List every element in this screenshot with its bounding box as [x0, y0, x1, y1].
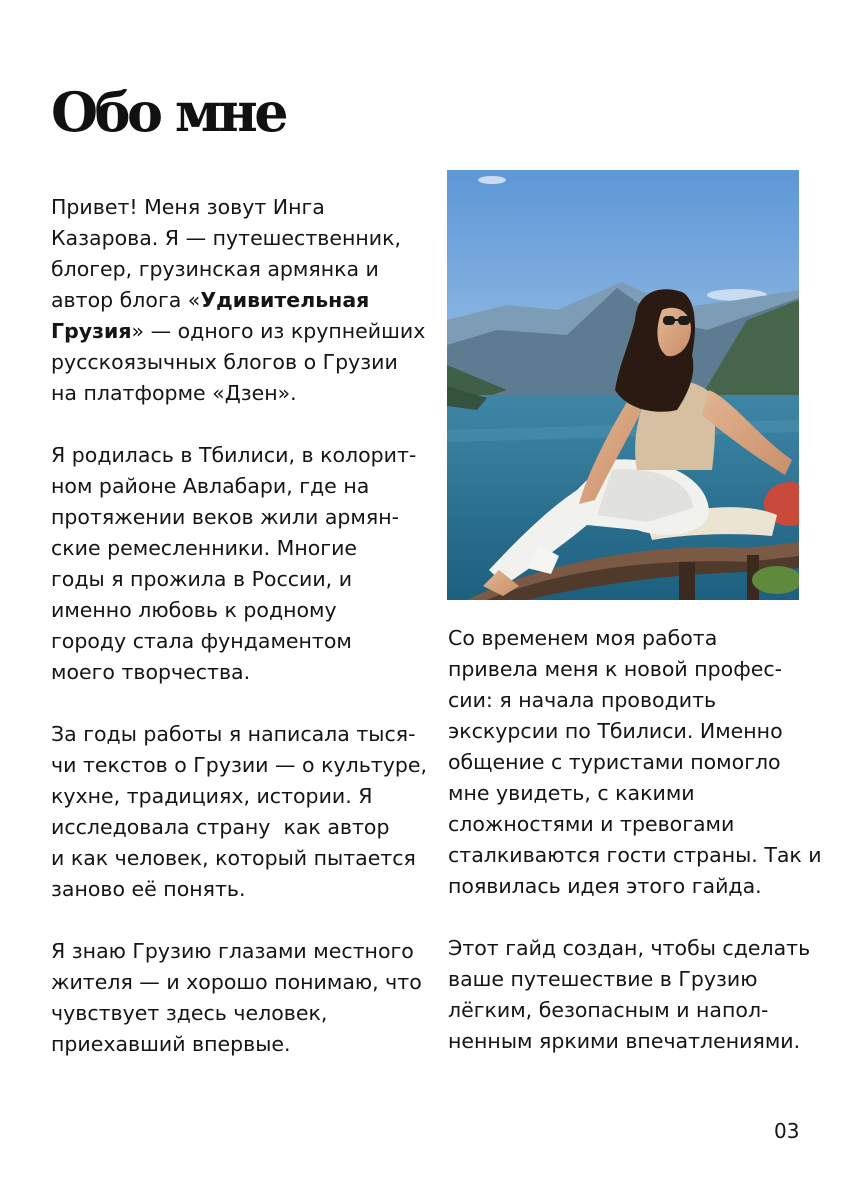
text-line: Я знаю Грузию глазами местного [51, 939, 414, 963]
text-line: жителя — и хорошо понимаю, что [51, 970, 422, 994]
profession-paragraph [448, 623, 822, 902]
guide-purpose-paragraph [448, 933, 818, 1057]
text-line: кухне, традициях, истории. Я [51, 784, 373, 808]
text-line: мне увидеть, с какими [448, 781, 695, 805]
text-line: Казарова. Я — путешественник, [51, 226, 401, 250]
text-line: привела меня к новой профес- [448, 657, 783, 681]
text-line [51, 812, 421, 843]
text-line: и как человек, который пытается [51, 846, 416, 870]
text-line: Со временем моя работа [448, 626, 718, 650]
local-view-paragraph [51, 936, 421, 1060]
text-fragment: » — одного из крупнейших [131, 319, 426, 343]
text-line: ские ремесленники. Многие [51, 536, 357, 560]
text-line [51, 285, 421, 316]
text-line: блогер, грузинская армянка и [51, 257, 379, 281]
text-line: протяжении веков жили армян- [51, 505, 399, 529]
text-line: экскурсии по Тбилиси. Именно [448, 719, 783, 743]
page-number: 03 [774, 1119, 800, 1143]
text-line: моего творчества. [51, 660, 251, 684]
text-line: общение с туристами помогло [448, 750, 781, 774]
text-line: сталкиваются гости страны. Так и [448, 843, 822, 867]
text-line: сии: я начала проводить [448, 688, 717, 712]
text-line: появилась идея этого гайда. [448, 874, 762, 898]
text-line: чувствует здесь человек, [51, 1001, 328, 1025]
text-fragment: исследовала страну как автор [51, 815, 390, 839]
text-line: городу стала фундаментом [51, 629, 352, 653]
author-photo [447, 170, 799, 600]
text-line: именно любовь к родному [51, 598, 337, 622]
intro-paragraph [51, 192, 426, 409]
text-line: сложностями и тревогами [448, 812, 735, 836]
page-title: Обо мне [51, 80, 286, 144]
text-line: Привет! Меня зовут Инга [51, 195, 325, 219]
text-line [51, 316, 426, 347]
right-text-column [448, 623, 822, 1088]
text-line: Этот гайд создан, чтобы сделать [448, 936, 811, 960]
left-text-column [51, 192, 427, 1091]
text-line: русскоязычных блогов о Грузии [51, 350, 398, 374]
text-line: годы я прожила в России, и [51, 567, 353, 591]
blog-name-bold: Удивительная [200, 288, 370, 312]
text-line: приехавший впервые. [51, 1032, 291, 1056]
text-line: ном районе Авлабари, где на [51, 474, 370, 498]
text-line: лёгким, безопасным и напол- [448, 998, 769, 1022]
text-line: на платформе «Дзен». [51, 381, 297, 405]
writing-paragraph [51, 719, 427, 905]
text-line: Я родилась в Тбилиси, в колорит- [51, 443, 417, 467]
author-photo-illustration [447, 170, 799, 600]
text-line: чи текстов о Грузии — о культуре, [51, 753, 427, 777]
birthplace-paragraph [51, 440, 421, 688]
text-line: заново её понять. [51, 877, 246, 901]
text-line: ваше путешествие в Грузию [448, 967, 758, 991]
text-line: ненным яркими впечатлениями. [448, 1029, 801, 1053]
blog-name-bold: Грузия [51, 319, 132, 343]
text-fragment: автор блога « [51, 288, 201, 312]
text-line: За годы работы я написала тыся- [51, 722, 416, 746]
